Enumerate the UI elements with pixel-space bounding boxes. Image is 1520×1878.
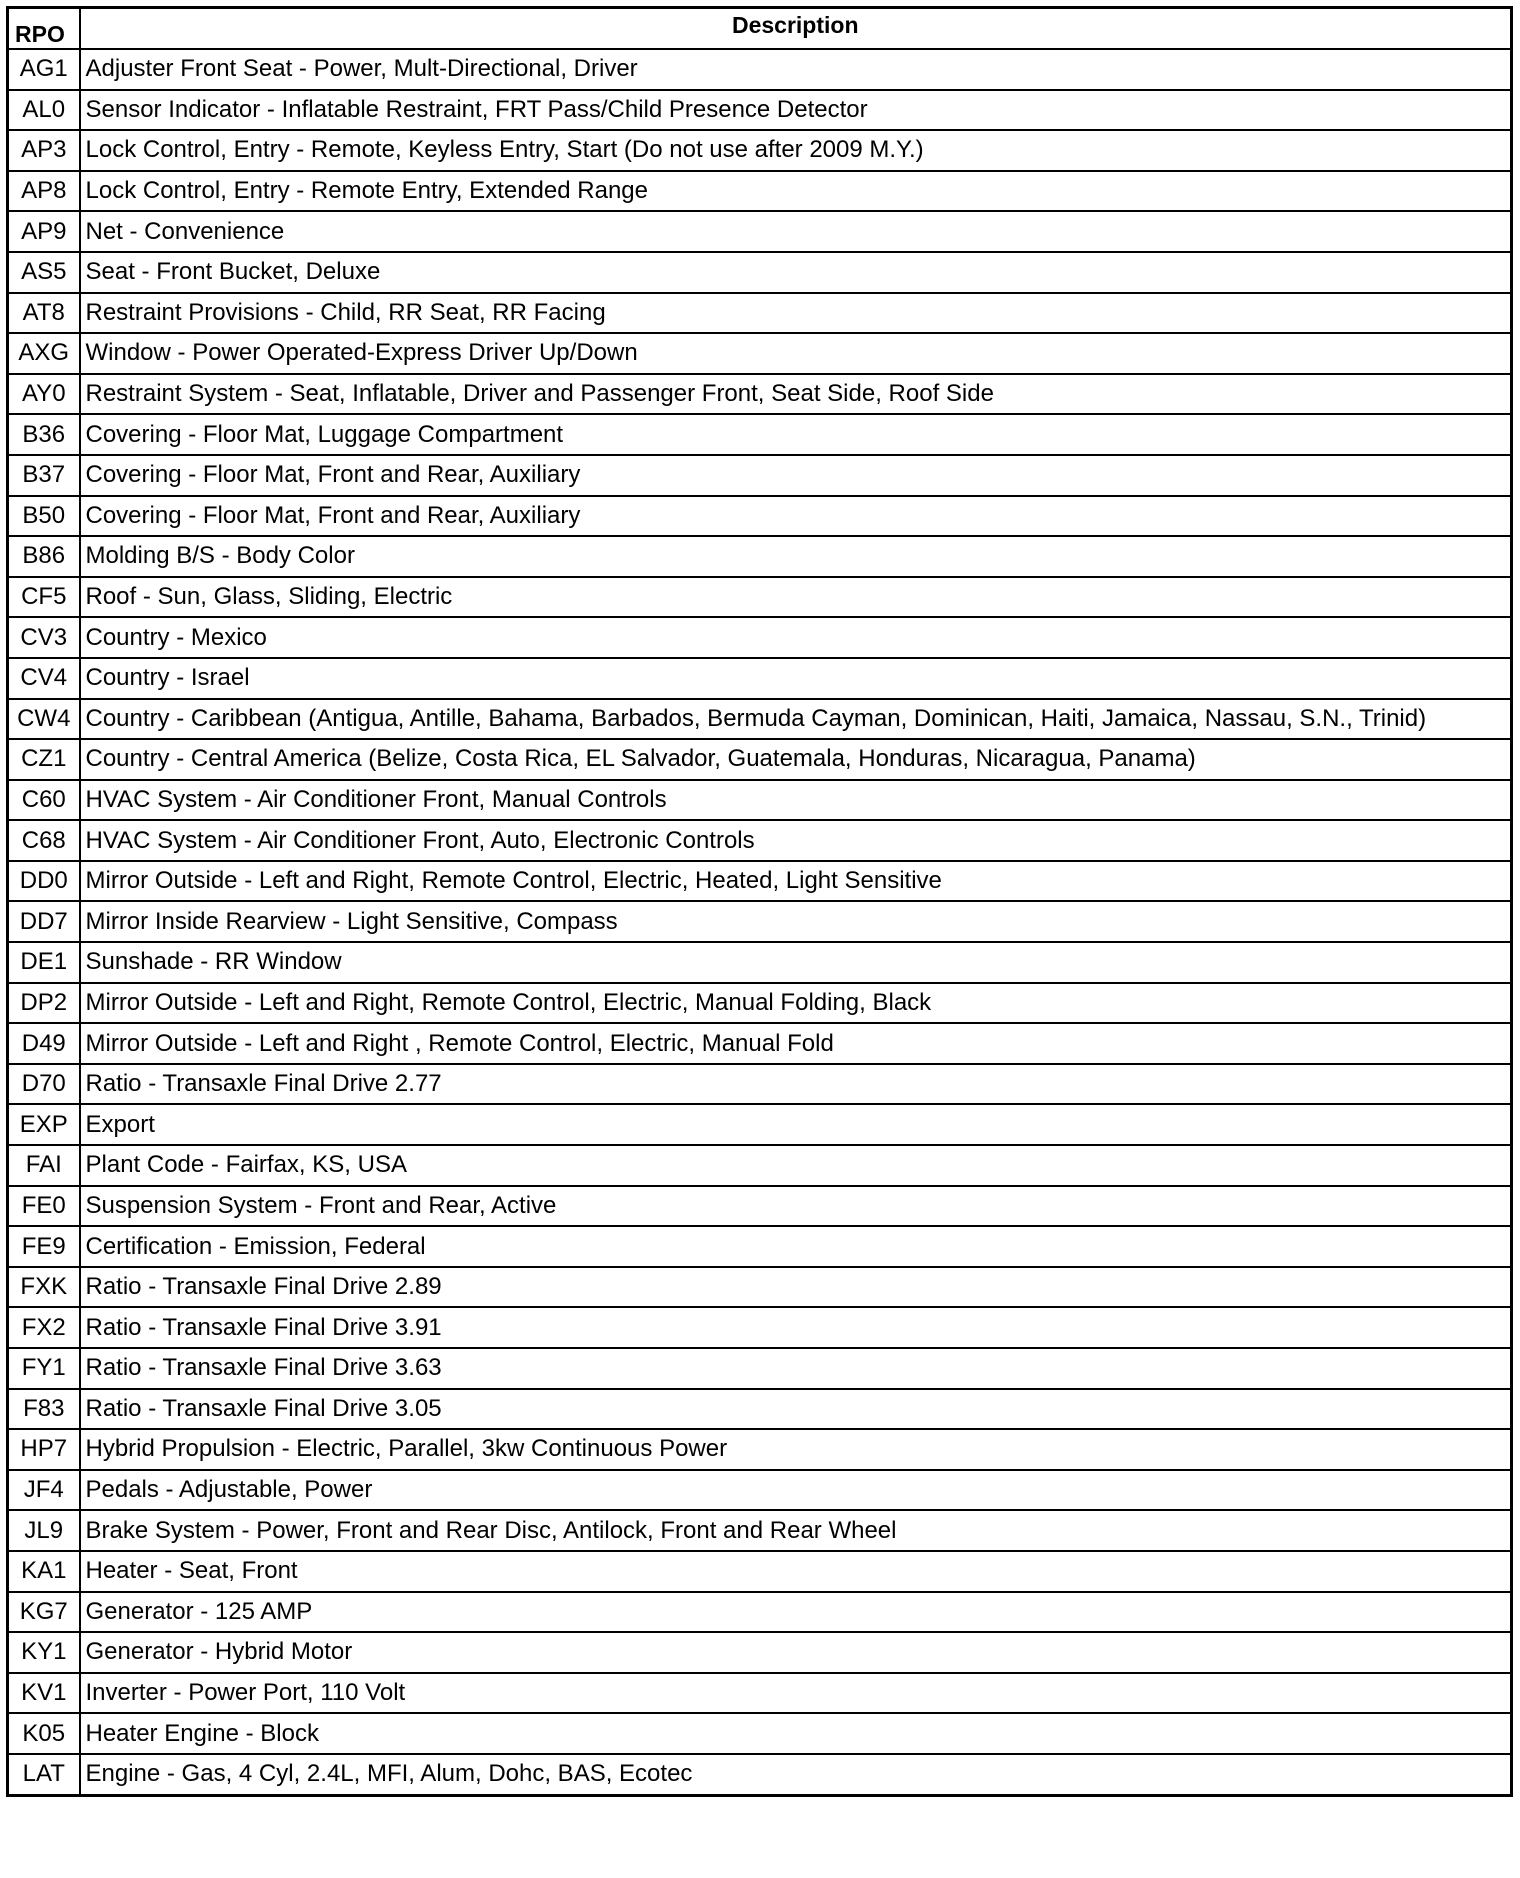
table-row [8, 942, 1512, 983]
rpo-code-cell: KA1 [8, 1551, 80, 1592]
rpo-code-cell: AP3 [8, 130, 80, 171]
rpo-description-cell: Certification - Emission, Federal [80, 1226, 1512, 1267]
rpo-description-cell: Hybrid Propulsion - Electric, Parallel, 3kw Continuous Power [80, 1429, 1512, 1470]
rpo-code-cell: K05 [8, 1713, 80, 1754]
table-row [8, 1551, 1512, 1592]
rpo-code-cell: AS5 [8, 252, 80, 293]
rpo-code-cell: AP9 [8, 211, 80, 252]
rpo-code-cell: KG7 [8, 1592, 80, 1633]
rpo-code-cell: JL9 [8, 1510, 80, 1551]
rpo-description-cell: Ratio - Transaxle Final Drive 3.63 [80, 1348, 1512, 1389]
rpo-code-cell: FX2 [8, 1307, 80, 1348]
rpo-description-cell: Restraint Provisions - Child, RR Seat, RR Facing [80, 293, 1512, 334]
rpo-code-cell: FXK [8, 1267, 80, 1308]
rpo-code-cell: B50 [8, 496, 80, 537]
rpo-description-cell: Roof - Sun, Glass, Sliding, Electric [80, 577, 1512, 618]
rpo-table [6, 6, 1513, 1797]
rpo-code-cell: AT8 [8, 293, 80, 334]
table-row [8, 1632, 1512, 1673]
table-row [8, 861, 1512, 902]
rpo-code-cell: CV3 [8, 617, 80, 658]
table-row [8, 658, 1512, 699]
table-row [8, 1064, 1512, 1105]
rpo-code-cell: DD7 [8, 901, 80, 942]
rpo-code-cell: AXG [8, 333, 80, 374]
rpo-code-cell: KV1 [8, 1673, 80, 1714]
rpo-description-cell: Mirror Outside - Left and Right, Remote Control, Electric, Heated, Light Sensitive [80, 861, 1512, 902]
table-row [8, 1023, 1512, 1064]
rpo-code-cell: FY1 [8, 1348, 80, 1389]
table-row [8, 1226, 1512, 1267]
rpo-description-cell: Covering - Floor Mat, Front and Rear, Auxiliary [80, 496, 1512, 537]
rpo-code-cell: AY0 [8, 374, 80, 415]
rpo-description-cell: Country - Mexico [80, 617, 1512, 658]
rpo-code-cell: CZ1 [8, 739, 80, 780]
table-row [8, 333, 1512, 374]
description-column-header: Description [80, 8, 1512, 50]
table-body [8, 49, 1512, 1795]
table-row [8, 739, 1512, 780]
rpo-description-cell: Ratio - Transaxle Final Drive 3.05 [80, 1389, 1512, 1430]
header-row [8, 8, 1512, 50]
rpo-code-cell: FE0 [8, 1186, 80, 1227]
table-row [8, 211, 1512, 252]
rpo-description-cell: Adjuster Front Seat - Power, Mult-Directional, Driver [80, 49, 1512, 90]
table-row [8, 455, 1512, 496]
rpo-description-cell: Covering - Floor Mat, Luggage Compartment [80, 414, 1512, 455]
rpo-code-cell: CW4 [8, 699, 80, 740]
rpo-code-cell: D49 [8, 1023, 80, 1064]
table-row [8, 577, 1512, 618]
table-row [8, 130, 1512, 171]
rpo-description-cell: HVAC System - Air Conditioner Front, Auto, Electronic Controls [80, 820, 1512, 861]
table-row [8, 983, 1512, 1024]
rpo-code-cell: KY1 [8, 1632, 80, 1673]
rpo-code-cell: EXP [8, 1104, 80, 1145]
rpo-code-cell: B86 [8, 536, 80, 577]
rpo-column-header: RPO [8, 8, 80, 50]
rpo-description-cell: Heater - Seat, Front [80, 1551, 1512, 1592]
rpo-description-cell: Sensor Indicator - Inflatable Restraint, FRT Pass/Child Presence Detector [80, 90, 1512, 131]
rpo-description-cell: Lock Control, Entry - Remote Entry, Extended Range [80, 171, 1512, 212]
table-row [8, 496, 1512, 537]
table-row [8, 414, 1512, 455]
rpo-description-cell: Sunshade - RR Window [80, 942, 1512, 983]
table-row [8, 49, 1512, 90]
table-row [8, 293, 1512, 334]
table-row [8, 1754, 1512, 1795]
table-row [8, 1307, 1512, 1348]
table-row [8, 617, 1512, 658]
rpo-description-cell: Ratio - Transaxle Final Drive 3.91 [80, 1307, 1512, 1348]
rpo-description-cell: Ratio - Transaxle Final Drive 2.89 [80, 1267, 1512, 1308]
rpo-description-cell: Mirror Outside - Left and Right, Remote Control, Electric, Manual Folding, Black [80, 983, 1512, 1024]
rpo-code-cell: AP8 [8, 171, 80, 212]
rpo-description-cell: Mirror Inside Rearview - Light Sensitive, Compass [80, 901, 1512, 942]
table-row [8, 1104, 1512, 1145]
rpo-description-cell: Generator - 125 AMP [80, 1592, 1512, 1633]
rpo-code-cell: FE9 [8, 1226, 80, 1267]
rpo-description-cell: Ratio - Transaxle Final Drive 2.77 [80, 1064, 1512, 1105]
table-row [8, 90, 1512, 131]
table-row [8, 374, 1512, 415]
rpo-description-cell: Suspension System - Front and Rear, Active [80, 1186, 1512, 1227]
rpo-code-cell: FAI [8, 1145, 80, 1186]
table-row [8, 1186, 1512, 1227]
rpo-description-cell: Lock Control, Entry - Remote, Keyless Entry, Start (Do not use after 2009 M.Y.) [80, 130, 1512, 171]
table-row [8, 1713, 1512, 1754]
rpo-code-cell: AG1 [8, 49, 80, 90]
rpo-code-cell: CV4 [8, 658, 80, 699]
table-row [8, 1389, 1512, 1430]
rpo-code-cell: DE1 [8, 942, 80, 983]
rpo-code-cell: C68 [8, 820, 80, 861]
rpo-code-cell: AL0 [8, 90, 80, 131]
rpo-description-cell: Export [80, 1104, 1512, 1145]
table-row [8, 699, 1512, 740]
table-row [8, 252, 1512, 293]
rpo-code-cell: JF4 [8, 1470, 80, 1511]
table-row [8, 901, 1512, 942]
rpo-description-cell: Country - Central America (Belize, Costa Rica, EL Salvador, Guatemala, Honduras, Nicaragua, Panama) [80, 739, 1512, 780]
rpo-code-cell: B36 [8, 414, 80, 455]
rpo-description-cell: Engine - Gas, 4 Cyl, 2.4L, MFI, Alum, Dohc, BAS, Ecotec [80, 1754, 1512, 1795]
table-row [8, 1592, 1512, 1633]
table-row [8, 820, 1512, 861]
table-row [8, 1470, 1512, 1511]
rpo-code-cell: LAT [8, 1754, 80, 1795]
rpo-code-cell: F83 [8, 1389, 80, 1430]
table-row [8, 536, 1512, 577]
table-row [8, 1673, 1512, 1714]
rpo-code-cell: CF5 [8, 577, 80, 618]
rpo-description-cell: Plant Code - Fairfax, KS, USA [80, 1145, 1512, 1186]
rpo-code-cell: DP2 [8, 983, 80, 1024]
table-row [8, 1145, 1512, 1186]
rpo-code-cell: DD0 [8, 861, 80, 902]
rpo-description-cell: Pedals - Adjustable, Power [80, 1470, 1512, 1511]
rpo-description-cell: Country - Caribbean (Antigua, Antille, Bahama, Barbados, Bermuda Cayman, Dominican, Haiti, Jamaica, Nassau, S.N., Trinid) [80, 699, 1512, 740]
rpo-code-cell: HP7 [8, 1429, 80, 1470]
rpo-code-cell: D70 [8, 1064, 80, 1105]
table-row [8, 780, 1512, 821]
rpo-description-cell: Country - Israel [80, 658, 1512, 699]
rpo-description-cell: Seat - Front Bucket, Deluxe [80, 252, 1512, 293]
rpo-description-cell: Net - Convenience [80, 211, 1512, 252]
rpo-description-cell: Heater Engine - Block [80, 1713, 1512, 1754]
rpo-description-cell: HVAC System - Air Conditioner Front, Manual Controls [80, 780, 1512, 821]
rpo-description-cell: Mirror Outside - Left and Right , Remote Control, Electric, Manual Fold [80, 1023, 1512, 1064]
rpo-description-cell: Inverter - Power Port, 110 Volt [80, 1673, 1512, 1714]
rpo-description-cell: Covering - Floor Mat, Front and Rear, Auxiliary [80, 455, 1512, 496]
rpo-code-cell: B37 [8, 455, 80, 496]
table-row [8, 1429, 1512, 1470]
table-row [8, 1348, 1512, 1389]
rpo-description-cell: Brake System - Power, Front and Rear Disc, Antilock, Front and Rear Wheel [80, 1510, 1512, 1551]
rpo-description-cell: Generator - Hybrid Motor [80, 1632, 1512, 1673]
rpo-description-cell: Restraint System - Seat, Inflatable, Driver and Passenger Front, Seat Side, Roof Side [80, 374, 1512, 415]
table-row [8, 1510, 1512, 1551]
rpo-description-cell: Molding B/S - Body Color [80, 536, 1512, 577]
table-row [8, 1267, 1512, 1308]
rpo-code-cell: C60 [8, 780, 80, 821]
table-row [8, 171, 1512, 212]
table-header [8, 8, 1512, 50]
rpo-description-cell: Window - Power Operated-Express Driver Up/Down [80, 333, 1512, 374]
